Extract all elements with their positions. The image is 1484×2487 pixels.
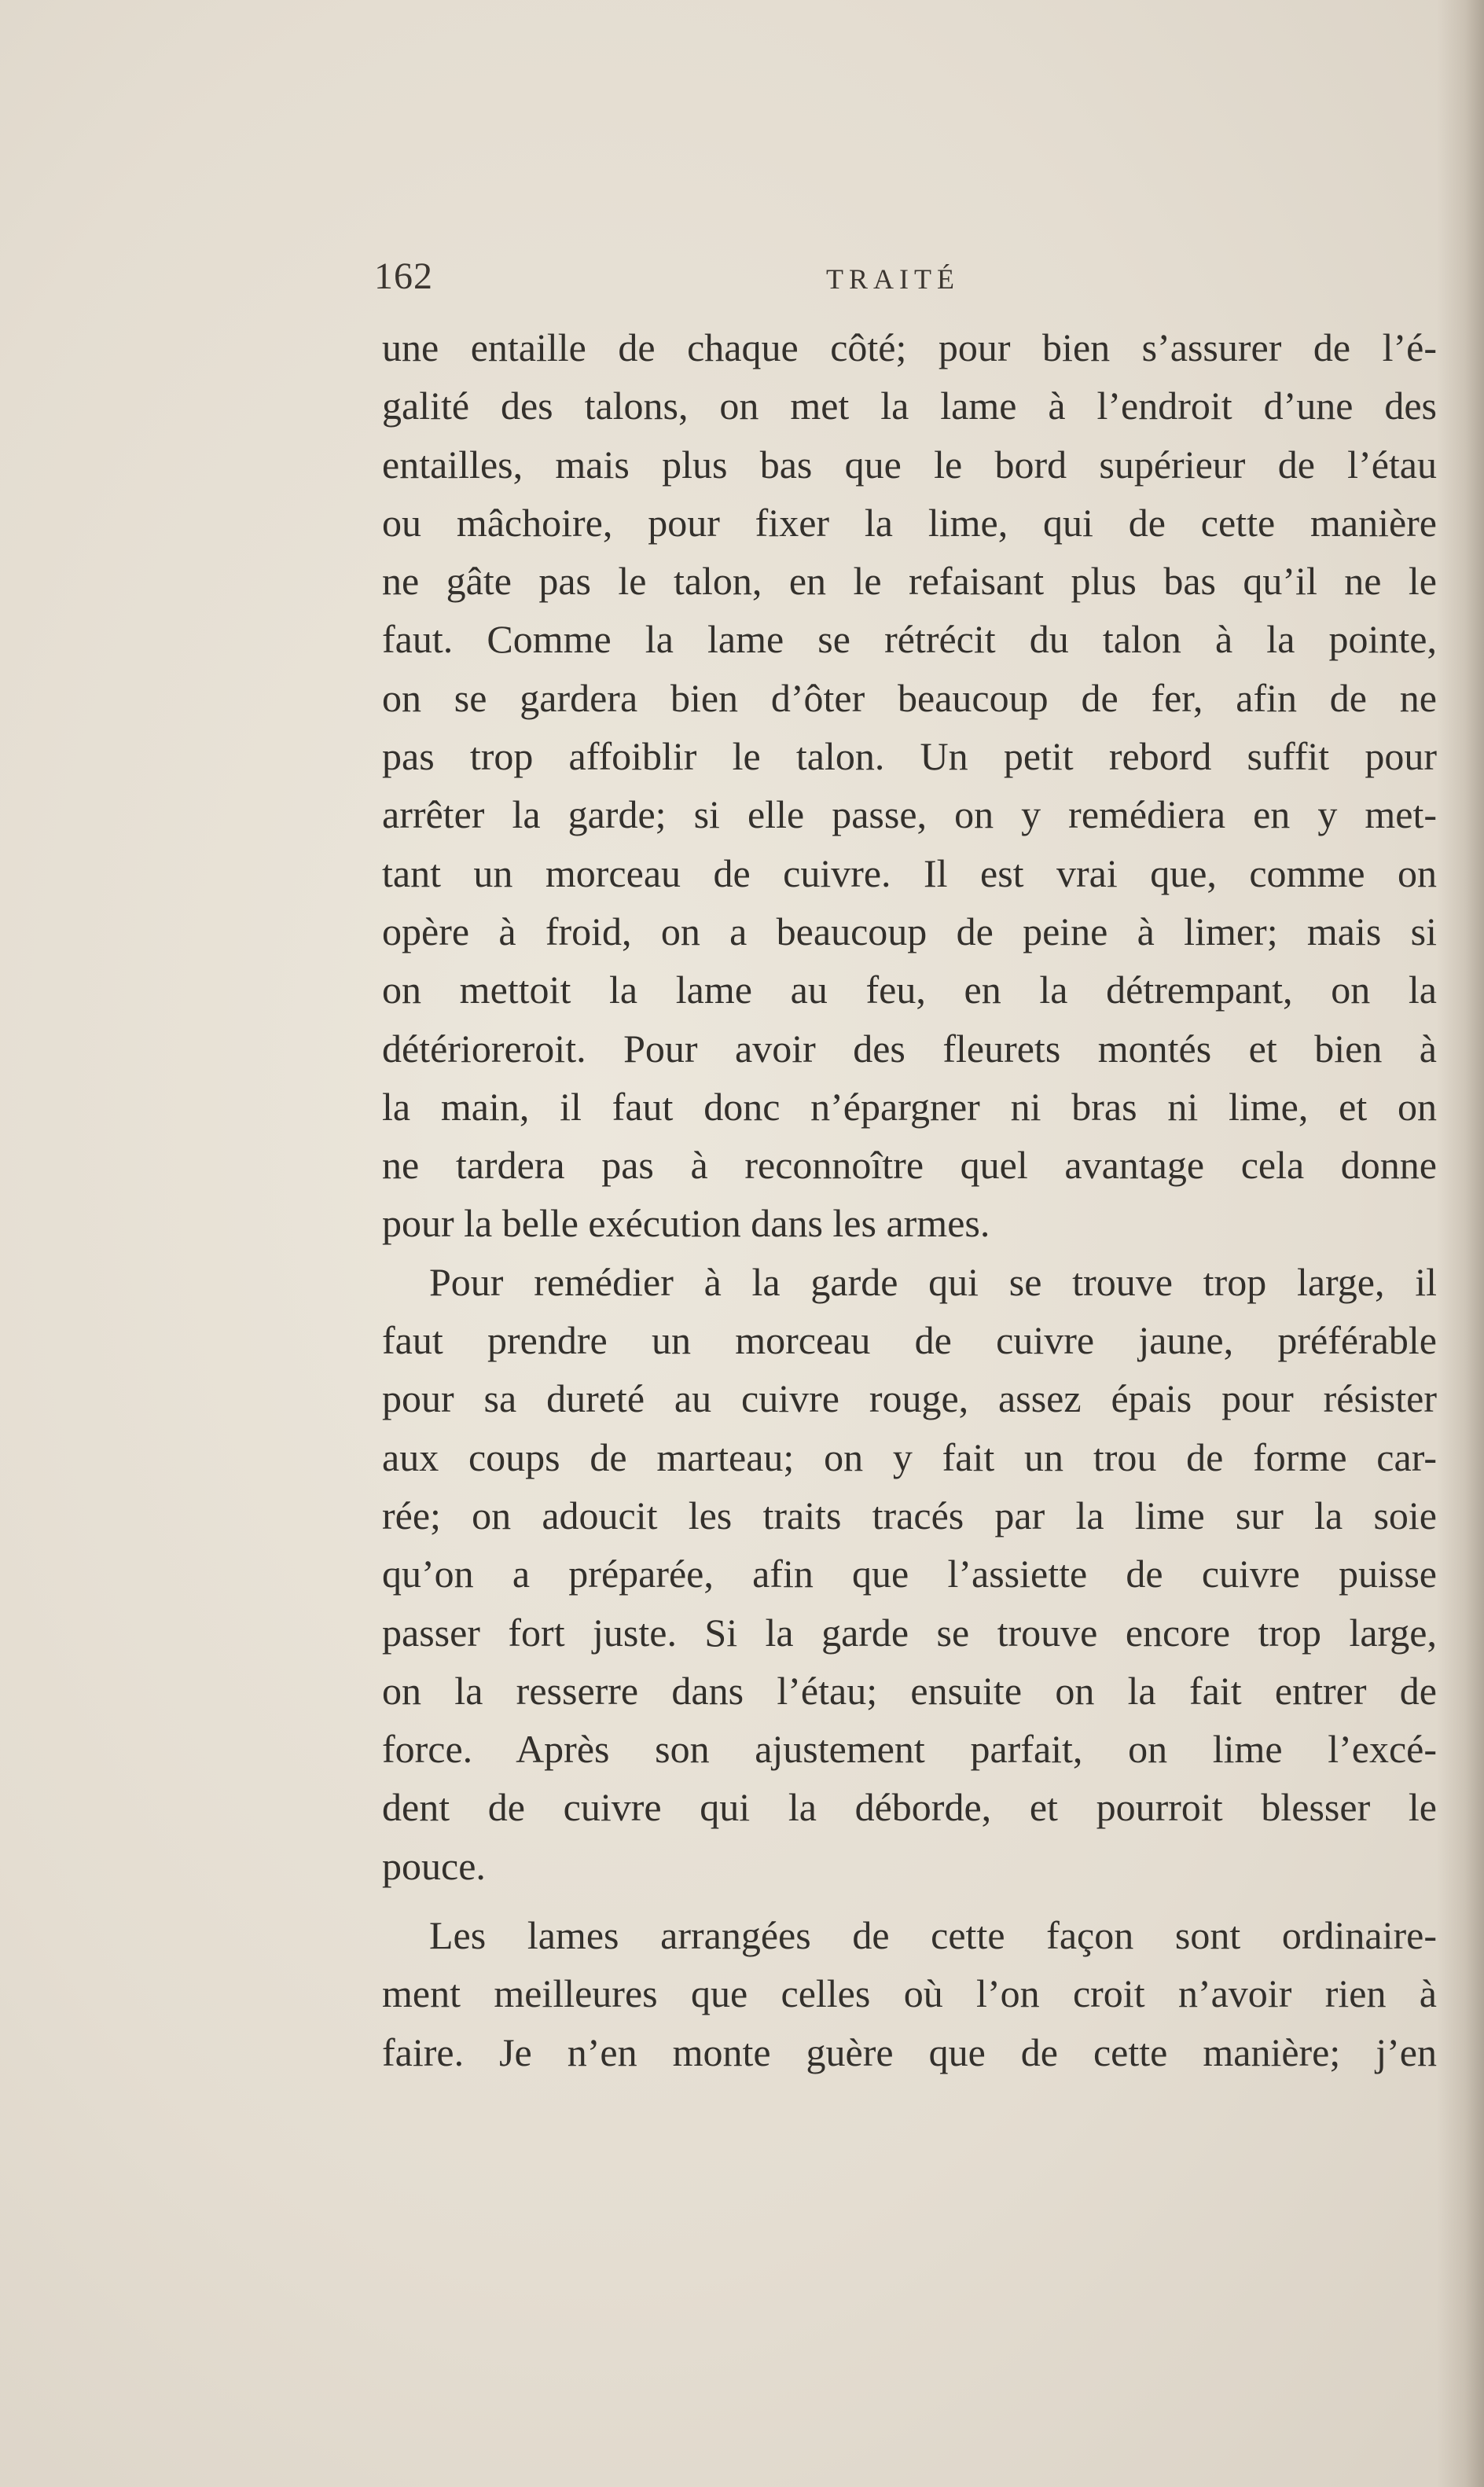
text-line: faut. Comme la lame se rétrécit du talon à la pointe, — [382, 617, 1437, 662]
text-line: pour la belle exécution dans les armes. — [382, 1201, 990, 1246]
text-line: ne tardera pas à reconnoître quel avantage cela donne — [382, 1143, 1437, 1188]
text-line: on mettoit la lame au feu, en la détrempant, on la — [382, 968, 1437, 1012]
text-line: une entaille de chaque côté; pour bien s’assurer de l’é- — [382, 325, 1437, 369]
text-line: qu’on a préparée, afin que l’assiette de cuivre puisse — [382, 1552, 1437, 1596]
text-line: on la resserre dans l’étau; ensuite on la fait entrer de — [382, 1668, 1437, 1713]
text-line: détérioreroit. Pour avoir des fleurets montés et bien à — [382, 1026, 1437, 1071]
text-line: ou mâchoire, pour fixer la lime, qui de cette manière — [382, 500, 1437, 545]
text-line: on se gardera bien d’ôter beaucoup de fer, afin de ne — [382, 675, 1437, 720]
text-line: entailles, mais plus bas que le bord supérieur de l’étau — [382, 442, 1437, 487]
text-line: aux coups de marteau; on y fait un trou de forme car- — [382, 1435, 1437, 1479]
running-head — [374, 248, 1443, 311]
text-line: ment meilleures que celles où l’on croit n’avoir rien à — [382, 1971, 1437, 2016]
text-line: Pour remédier à la garde qui se trouve trop large, il — [429, 1259, 1437, 1304]
text-line: dent de cuivre qui la déborde, et pourroit blesser le — [382, 1785, 1437, 1830]
text-line: pouce. — [382, 1843, 486, 1888]
paragraph-gap — [382, 1895, 1437, 1906]
text-line: force. Après son ajustement parfait, on lime l’excé- — [382, 1727, 1437, 1772]
text-line: passer fort juste. Si la garde se trouve encore trop large, — [382, 1610, 1437, 1655]
text-line: pas trop affoiblir le talon. Un petit rebord suffit pour — [382, 734, 1437, 779]
text-line: la main, il faut donc n’épargner ni bras ni lime, et on — [382, 1084, 1437, 1129]
text-line: rée; on adoucit les traits tracés par la lime sur la soie — [382, 1493, 1437, 1537]
page-number: 162 — [374, 255, 433, 297]
text-line: faut prendre un morceau de cuivre jaune, préférable — [382, 1318, 1437, 1363]
body-text — [382, 318, 1437, 2081]
text-line: Les lames arrangées de cette façon sont ordinaire- — [429, 1913, 1437, 1958]
text-line: pour sa dureté au cuivre rouge, assez épais pour résister — [382, 1376, 1437, 1421]
text-line: faire. Je n’en monte guère que de cette manière; j’en — [382, 2030, 1437, 2074]
text-line: ne gâte pas le talon, en le refaisant plus bas qu’il ne le — [382, 559, 1437, 604]
text-line: opère à froid, on a beaucoup de peine à limer; mais si — [382, 909, 1437, 953]
text-line: tant un morceau de cuivre. Il est vrai que, comme on — [382, 850, 1437, 895]
text-line: arrêter la garde; si elle passe, on y remédiera en y met- — [382, 792, 1437, 837]
page-edge-shadow — [1437, 0, 1484, 2487]
running-title: TRAITÉ — [826, 263, 960, 295]
text-line: galité des talons, on met la lame à l’endroit d’une des — [382, 384, 1437, 428]
